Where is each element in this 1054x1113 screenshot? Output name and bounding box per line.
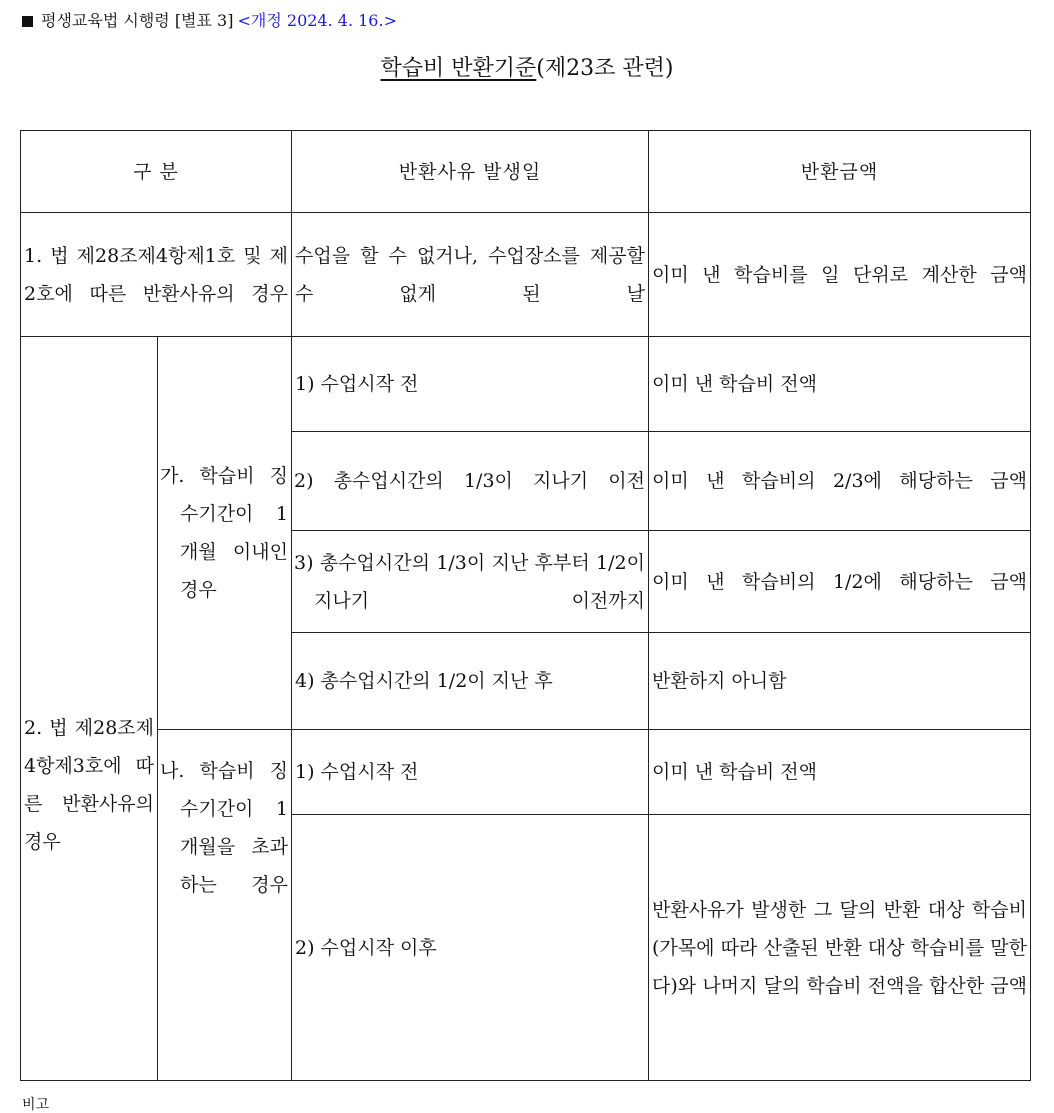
sub-a-item4-amount: 반환하지 아니함: [649, 633, 1031, 730]
table-header-row: [21, 131, 1031, 213]
col-header-amount: 반환금액: [649, 131, 1031, 213]
col-header-category: 구 분: [21, 131, 292, 213]
page-title: [0, 54, 1054, 84]
title-main: 학습비 반환기준: [380, 56, 537, 81]
refund-criteria-table: [20, 130, 1031, 1081]
sub-a-item1-amount: 이미 낸 학습비 전액: [649, 337, 1031, 432]
square-bullet-icon: [22, 16, 33, 27]
table-row: [21, 213, 1031, 337]
sub-a-item3-date: 3) 총수업시간의 1/3이 지난 후부터 1/2이 지나기 이전까지: [292, 531, 649, 633]
sub-a-item2-amount: 이미 낸 학습비의 2/3에 해당하는 금액: [649, 432, 1031, 531]
row2-sub-b-label: 나. 학습비 징수기간이 1개월을 초과하는 경우: [158, 730, 292, 1081]
row1-category: 1. 법 제28조제4항제1호 및 제2호에 따른 반환사유의 경우: [21, 213, 292, 337]
sub-a-item4-date: 4) 총수업시간의 1/2이 지난 후: [292, 633, 649, 730]
sub-b-item2-date: 2) 수업시작 이후: [292, 815, 649, 1081]
sub-b-item2-amount: 반환사유가 발생한 그 달의 반환 대상 학습비(가목에 따라 산출된 반환 대상 학습비를 말한다)와 나머지 달의 학습비 전액을 합산한 금액: [649, 815, 1031, 1081]
header-line: [22, 10, 397, 32]
row1-amount: 이미 낸 학습비를 일 단위로 계산한 금액: [649, 213, 1031, 337]
table-row: [21, 337, 1031, 432]
title-suffix: (제23조 관련): [536, 56, 674, 81]
sub-a-item3-amount: 이미 낸 학습비의 1/2에 해당하는 금액: [649, 531, 1031, 633]
row1-date: 수업을 할 수 없거나, 수업장소를 제공할 수 없게 된 날: [292, 213, 649, 337]
sub-a-item2-date: 2) 총수업시간의 1/3이 지나기 이전: [292, 432, 649, 531]
row2-sub-a-label: 가. 학습비 징수기간이 1개월 이내인 경우: [158, 337, 292, 730]
sub-a-item1-date: 1) 수업시작 전: [292, 337, 649, 432]
footer-note-mark: 비고: [22, 1097, 50, 1113]
sub-b-item1-amount: 이미 낸 학습비 전액: [649, 730, 1031, 815]
col-header-date: 반환사유 발생일: [292, 131, 649, 213]
table-row: [21, 730, 1031, 815]
row2-category: 2. 법 제28조제4항제3호에 따른 반환사유의 경우: [21, 337, 158, 1081]
law-reference: 평생교육법 시행령 [별표 3]: [41, 11, 234, 30]
revision-date: <개정 2024. 4. 16.>: [237, 11, 397, 30]
sub-b-item1-date: 1) 수업시작 전: [292, 730, 649, 815]
